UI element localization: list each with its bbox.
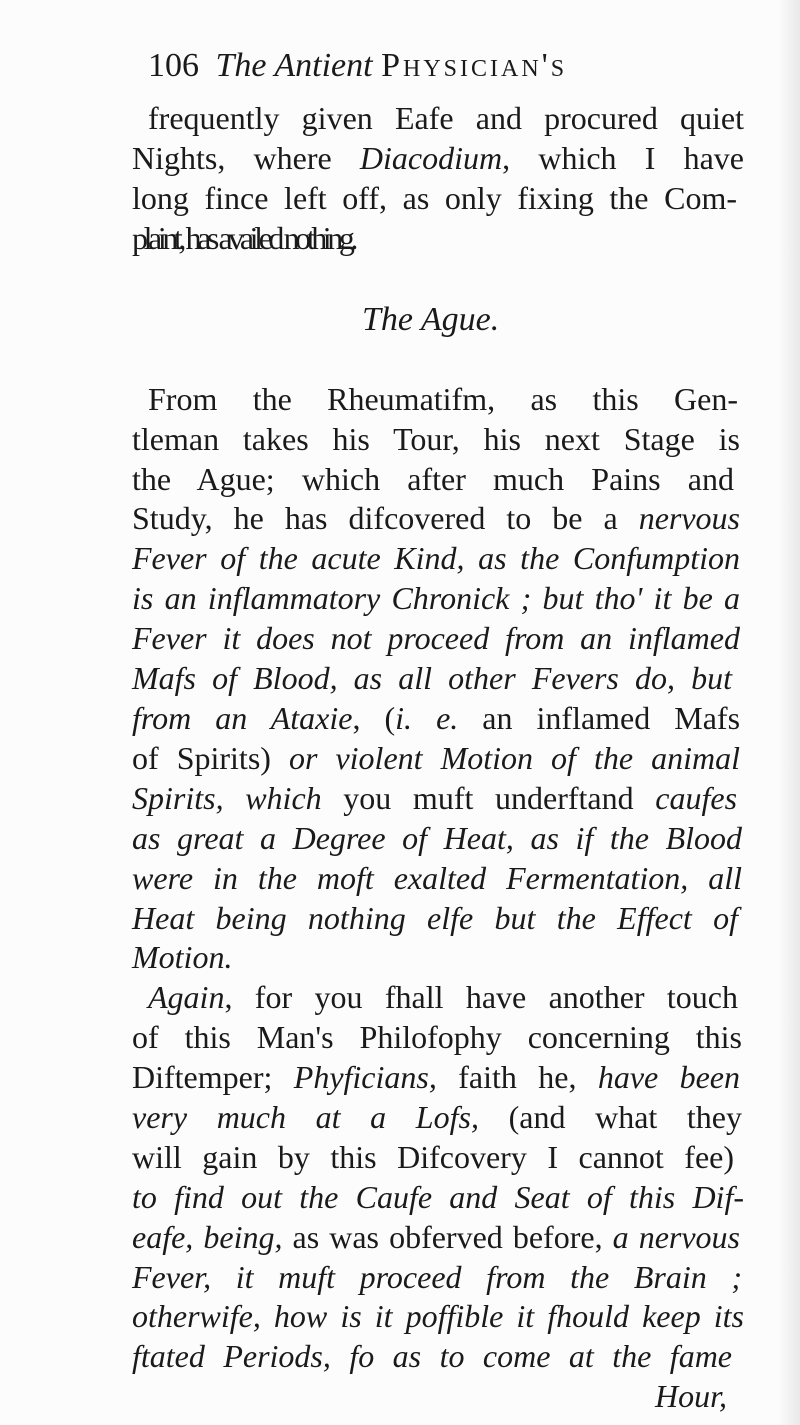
roman-text: will gain by this Difcovery I cannot fee) <box>132 1139 734 1175</box>
italic-text: Spirits, which <box>132 780 322 816</box>
text-line <box>132 498 740 538</box>
roman-text: (and what they <box>478 1099 743 1135</box>
text-line <box>655 1376 727 1416</box>
italic-text: Fever, it muft proceed from the Brain ; <box>132 1259 742 1295</box>
text-line <box>132 1017 742 1057</box>
roman-text: , ( <box>352 700 396 736</box>
text-line <box>148 977 738 1017</box>
italic-text: eafe, being, <box>132 1219 283 1255</box>
text-line <box>132 178 737 218</box>
italic-text: or violent Motion of the animal <box>288 740 741 776</box>
text-line <box>132 778 737 818</box>
text-line <box>132 658 732 698</box>
italic-text: Fever it does not proceed from an inflamed <box>132 620 740 656</box>
text-line <box>132 1217 740 1257</box>
header-title-italic: The Antient <box>215 47 373 84</box>
italic-text: a nervous <box>612 1219 740 1255</box>
text-line <box>132 1336 732 1376</box>
text-line <box>132 1097 742 1137</box>
text-line <box>132 1177 744 1217</box>
text-line <box>132 898 738 938</box>
roman-text: plaint, has availed nothing. <box>132 220 354 256</box>
italic-text: ftated Periods, fo as to come at the fame <box>132 1338 732 1374</box>
text-line <box>132 419 740 459</box>
text-line <box>132 1257 742 1297</box>
page-edge-shadow <box>778 0 800 1425</box>
italic-text: caufes <box>655 780 738 816</box>
italic-text: to find out the Caufe and Seat of this Dif- <box>132 1179 744 1215</box>
italic-text: is an inflammatory Chronick ; but tho' it be a <box>132 580 740 616</box>
italic-text: Hour, <box>655 1378 728 1414</box>
roman-text: Diftemper; <box>132 1059 294 1095</box>
roman-text: , which I have <box>502 140 744 176</box>
text-line <box>132 459 734 499</box>
roman-text: , for you fhall have another touch <box>224 979 738 1015</box>
italic-text: nervous <box>638 500 740 536</box>
italic-text: i. e. <box>395 700 459 736</box>
text-line <box>132 138 744 178</box>
roman-text: faith he, <box>436 1059 598 1095</box>
roman-text: of Spirits) <box>132 740 289 776</box>
roman-text: an inflamed Mafs <box>458 700 741 736</box>
text-line <box>148 98 744 138</box>
roman-text: of this Man's Philofophy concerning this <box>132 1019 742 1055</box>
roman-text: as was obferved before, <box>282 1219 613 1255</box>
text-line <box>132 937 232 977</box>
italic-text: very much at a Lofs, <box>132 1099 479 1135</box>
text-line <box>132 818 742 858</box>
italic-text: have been <box>597 1059 740 1095</box>
text-line <box>132 1057 740 1097</box>
text-line <box>362 300 499 340</box>
roman-text: the Ague; which after much Pains and <box>132 461 734 497</box>
text-line <box>132 538 740 578</box>
italic-text: from an Ataxie <box>132 700 353 736</box>
roman-text: Nights, where <box>132 140 360 176</box>
italic-text: Phyficians, <box>293 1059 437 1095</box>
text-line <box>132 1296 744 1336</box>
text-line <box>132 738 740 778</box>
text-line <box>148 379 738 419</box>
text-line <box>132 618 740 658</box>
roman-text: tleman takes his Tour, his next Stage is <box>132 421 740 457</box>
italic-text: as great a Degree of Heat, as if the Blood <box>132 820 742 856</box>
italic-text: The Ague. <box>362 301 500 338</box>
italic-text: Mafs of Blood, as all other Fevers do, but <box>132 660 732 696</box>
running-header <box>148 46 567 86</box>
text-line <box>132 1137 734 1177</box>
italic-text: were in the moft exalted Fermentation, all <box>132 860 742 896</box>
italic-text: Diacodium <box>359 140 503 176</box>
italic-text: Motion. <box>132 939 233 975</box>
italic-text: otherwife, how is it poffible it fhould keep its <box>132 1298 744 1334</box>
text-line <box>132 858 742 898</box>
roman-text: From the Rheumatifm, as this Gen- <box>148 381 738 417</box>
roman-text: Study, he has difcovered to be a <box>132 500 639 536</box>
page-number: 106 <box>148 47 199 84</box>
text-line <box>132 578 740 618</box>
roman-text: long fince left off, as only fixing the Com- <box>132 180 737 216</box>
header-title-caps: Physician's <box>381 47 568 84</box>
text-line <box>132 698 740 738</box>
italic-text: Heat being nothing elfe but the Effect of <box>132 900 738 936</box>
italic-text: Fever of the acute Kind, as the Confumption <box>132 540 740 576</box>
roman-text: you muft underftand <box>321 780 656 816</box>
roman-text: frequently given Eafe and procured quiet <box>148 100 744 136</box>
italic-text: Again <box>148 979 225 1015</box>
text-line <box>132 218 354 258</box>
